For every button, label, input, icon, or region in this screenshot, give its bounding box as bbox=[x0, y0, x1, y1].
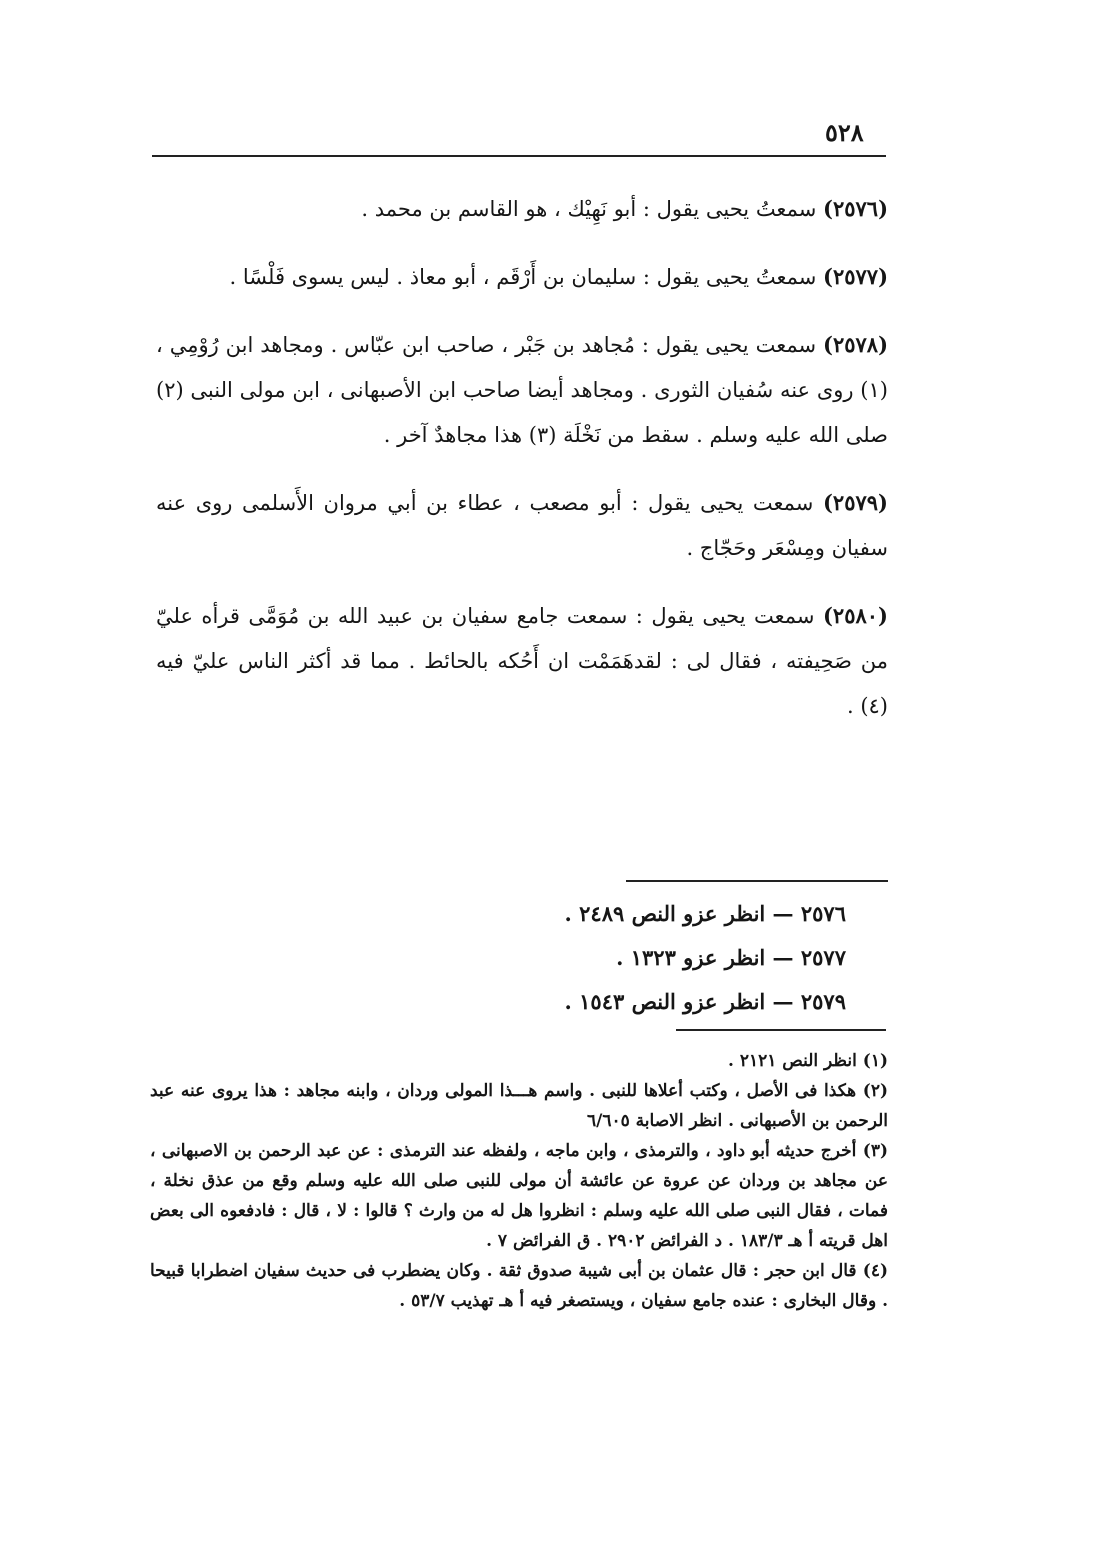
entry-text: سمعت يحيى يقول : أبو مصعب ، عطاء بن أبي مروان الأَسلمى روى عنه سفيان ومِسْعَر وحَجّاج . bbox=[156, 491, 888, 560]
entry-2579 bbox=[156, 480, 888, 571]
entry-number: (٢٥٧٦) bbox=[823, 196, 888, 221]
page-number: ٥٢٨ bbox=[825, 118, 864, 147]
entry-text: سمعت يحيى يقول : مُجاهد بن جَبْر ، صاحب ابن عبّاس . ومجاهد ابن رُوْمِي ، (١) روى عنه سُفيان الثورى . ومجاهد أيضا صاحب ابن الأصبهانى ، ابن مولى النبى (٢) صلى الله عليه وسلم . سقط من نَخْلَة (٣) هذا مجاهدٌ آخر . bbox=[156, 333, 888, 447]
entry-2578 bbox=[156, 322, 888, 458]
footnote-2: (٢) هكذا فى الأصل ، وكتب أعلاها للنبى . واسم هـــذا المولى وردان ، وابنه مجاهد : هذا يروى عنه عبد الرحمن بن الأصبهانى . انظر الاصابة ٦/٦٠٥ bbox=[150, 1081, 888, 1131]
reference-line: ٢٥٧٧ — انظر عزو ١٣٢٣ . bbox=[616, 945, 846, 970]
entry-2580 bbox=[156, 593, 888, 729]
entry-text: سمعت يحيى يقول : سمعت جامع سفيان بن عبيد الله بن مُوَمَّى قرأه عليّ من صَحِيفته ، فقال لى : لقدهَمَمْت ان أَحُكه بالحائط . مما قد أكثر الناس عليّ فيه (٤) . bbox=[156, 604, 888, 718]
footnote-3: (٣) أخرج حديثه أبو داود ، والترمذى ، وابن ماجه ، ولفظه عند الترمذى : عن عبد الرحمن بن الاصبهانى ، عن مجاهد بن وردان عن عروة عن عائشة أن مولى للنبى صلى الله عليه وسلم وقع من عذق نخلة ، فمات ، فقال النبى صلى الله عليه وسلم : انظروا هل له من وارث ؟ قالوا : لا ، قال : فادفعوه الى بعض اهل قريته أ هـ ١٨٣/٣ . د الفرائض ٢٩٠٢ . ق الفرائض ٧ . bbox=[150, 1141, 888, 1251]
entry-2577 bbox=[156, 254, 888, 300]
entry-number: (٢٥٧٧) bbox=[823, 264, 888, 289]
references-rule bbox=[626, 880, 888, 882]
cross-references bbox=[156, 892, 846, 1024]
footnote-1: (١) انظر النص ٢١٢١ . bbox=[727, 1051, 888, 1071]
entry-number: (٢٥٧٩) bbox=[822, 490, 888, 515]
footnotes-rule bbox=[676, 1029, 886, 1031]
footnotes bbox=[150, 1046, 888, 1316]
entry-number: (٢٥٨٠) bbox=[822, 603, 888, 628]
entry-text: سمعتُ يحيى يقول : أبو نَهِيْك ، هو القاسم بن محمد . bbox=[361, 197, 817, 221]
footnote-4: (٤) قال ابن حجر : قال عثمان بن أبى شيبة صدوق ثقة . وكان يضطرب فى حديث سفيان اضطرابا قبيحا . وقال البخارى : عنده جامع سفيان ، ويستصغر فيه أ هـ تهذيب ٥٣/٧ . bbox=[150, 1261, 888, 1311]
entry-2576 bbox=[156, 186, 888, 232]
header-rule bbox=[152, 155, 886, 157]
main-text bbox=[156, 186, 888, 751]
reference-line: ٢٥٧٦ — انظر عزو النص ٢٤٨٩ . bbox=[564, 901, 846, 926]
reference-line: ٢٥٧٩ — انظر عزو النص ١٥٤٣ . bbox=[564, 989, 846, 1014]
entry-number: (٢٥٧٨) bbox=[823, 332, 888, 357]
entry-text: سمعتُ يحيى يقول : سليمان بن أَرْقَم ، أبو معاذ . ليس يسوى فَلْسًا . bbox=[229, 265, 817, 289]
